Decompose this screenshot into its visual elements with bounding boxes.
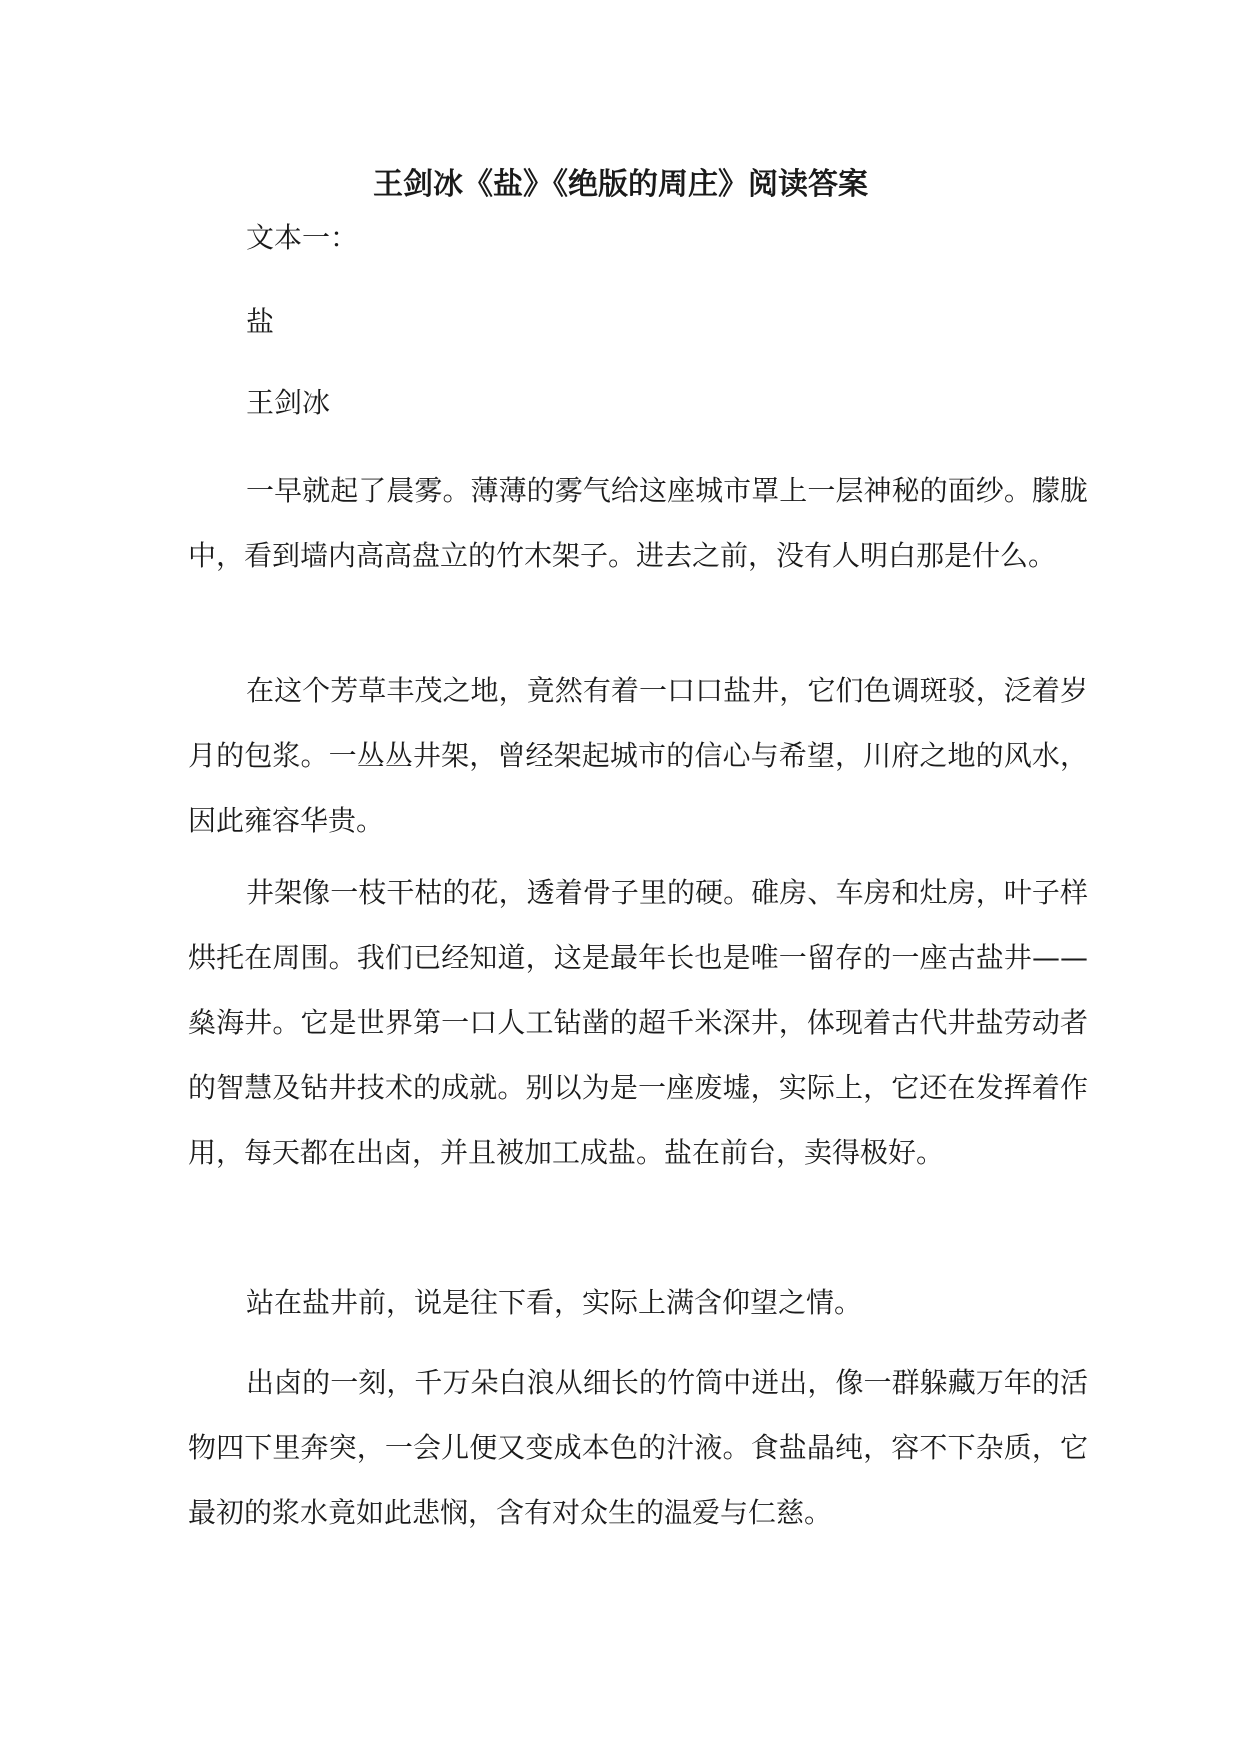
paragraph-4: 站在盐井前，说是往下看，实际上满含仰望之情。 — [246, 1286, 863, 1319]
author-name: 王剑冰 — [246, 386, 331, 419]
document-title: 王剑冰《盐》《绝版的周庄》阅读答案 — [373, 167, 868, 202]
paragraph-2: 在这个芳草丰茂之地，竟然有着一口口盐井，它们色调斑驳，泛着岁月的包浆。一丛丛井架，曾经架起城市的信心与希望，川府之地的风水，因此雍容华贵。 — [188, 674, 1088, 837]
article-title: 盐 — [246, 305, 275, 338]
paragraph-1: 一早就起了晨雾。薄薄的雾气给这座城市罩上一层神秘的面纱。朦胧中，看到墙内高高盘立的竹木架子。进去之前，没有人明白那是什么。 — [188, 474, 1088, 572]
paragraph-3: 井架像一枝干枯的花，透着骨子里的硬。碓房、车房和灶房，叶子样烘托在周围。我们已经知道，这是最年长也是唯一留存的一座古盐井——燊海井。它是世界第一口人工钻凿的超千米深井，体现着古代井盐劳动者的智慧及钻井技术的成就。别以为是一座废墟，实际上，它还在发挥着作用，每天都在出卤，并且被加工成盐。盐在前台，卖得极好。 — [188, 876, 1088, 1169]
section-label: 文本一： — [246, 221, 359, 254]
paragraph-5: 出卤的一刻，千万朵白浪从细长的竹筒中迸出，像一群躲藏万年的活物四下里奔突，一会儿便又变成本色的汁液。食盐晶纯，容不下杂质，它最初的浆水竟如此悲悯，含有对众生的温爱与仁慈。 — [188, 1366, 1088, 1529]
